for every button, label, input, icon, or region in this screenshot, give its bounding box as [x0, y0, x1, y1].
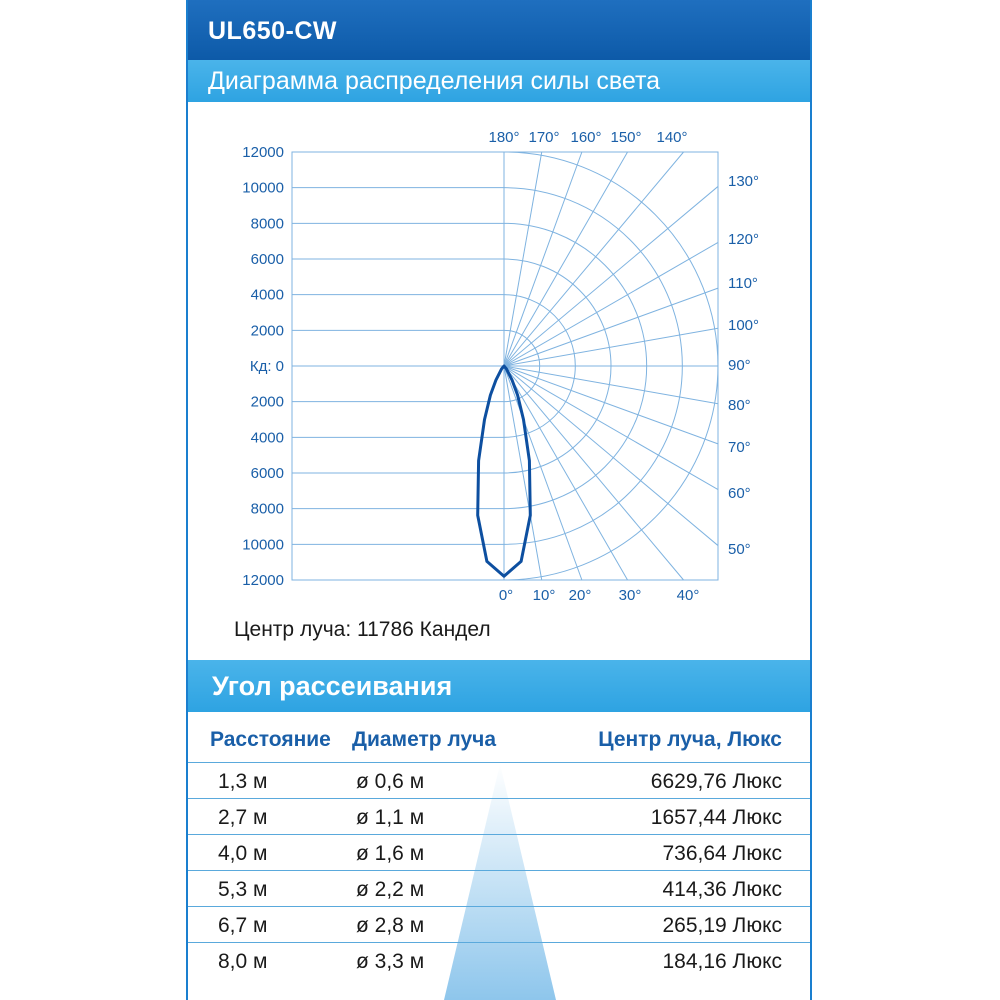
lux-cell: 736,64 Люкс [662, 842, 782, 865]
lux-cell: 1657,44 Люкс [650, 806, 782, 829]
left-axis-tick-label: 6000 [250, 465, 284, 482]
left-axis-tick-label: 2000 [250, 393, 284, 411]
left-axis-tick-label: 8000 [250, 215, 284, 233]
product-card [186, 0, 812, 1000]
header-lux: Центр луча, Люкс [598, 728, 782, 751]
table-row [188, 942, 810, 978]
table-row [188, 906, 810, 942]
header-diameter: Диаметр луча [352, 728, 497, 751]
left-axis-tick-label: 12000 [242, 572, 284, 589]
top-angle-label: 170° [528, 129, 560, 146]
left-axis-tick-label: 4000 [250, 286, 284, 304]
diameter-cell: ø 1,6 м [356, 842, 425, 865]
table-row [188, 834, 810, 870]
diameter-cell: ø 2,8 м [356, 914, 425, 937]
diameter-cell: ø 1,1 м [356, 806, 425, 829]
bottom-angle-label: 20° [568, 587, 592, 604]
right-angle-label: 90° [728, 357, 751, 374]
chart-section-title: Диаграмма распределения силы света [208, 67, 661, 95]
distance-cell: 1,3 м [218, 770, 268, 793]
diameter-cell: ø 2,2 м [356, 878, 425, 901]
left-axis-tick-label: 8000 [250, 500, 284, 518]
distance-cell: 5,3 м [218, 878, 268, 901]
distance-cell: 8,0 м [218, 950, 268, 973]
header-distance: Расстояние [210, 728, 331, 751]
beam-angle-title: Угол рассеивания [212, 671, 453, 701]
beam-angle-header [188, 660, 810, 712]
left-axis-tick-label: 2000 [250, 322, 284, 340]
lux-cell: 184,16 Люкс [662, 950, 782, 973]
beam-center-label: Центр луча: 11786 Кандел [234, 618, 491, 641]
left-axis-tick-label: 10000 [242, 536, 284, 554]
beam-table [188, 712, 810, 1000]
polar-radial-line [504, 366, 718, 546]
table-row [188, 762, 810, 798]
top-angle-label: 140° [656, 129, 688, 146]
top-angle-label: 160° [570, 129, 602, 146]
top-angle-label: 180° [488, 129, 520, 146]
lux-cell: 414,36 Люкс [662, 878, 782, 901]
right-angle-label: 130° [728, 173, 760, 190]
right-angle-label: 50° [728, 541, 751, 558]
polar-chart [188, 102, 810, 660]
table-row [188, 798, 810, 834]
left-axis-tick-label: 6000 [250, 251, 284, 268]
bottom-angle-label: 10° [532, 587, 556, 604]
polar-radial-line [504, 186, 718, 366]
right-angle-label: 120° [728, 231, 760, 248]
polar-radial-line [504, 152, 684, 366]
right-angle-label: 110° [728, 275, 758, 292]
table-row [188, 870, 810, 906]
diameter-cell: ø 3,3 м [356, 950, 425, 973]
left-axis-tick-label: Кд: 0 [249, 358, 284, 375]
right-angle-label: 60° [728, 485, 751, 502]
distance-cell: 4,0 м [218, 842, 268, 865]
distance-cell: 6,7 м [218, 914, 268, 937]
lux-cell: 6629,76 Люкс [650, 770, 782, 793]
distance-cell: 2,7 м [218, 806, 268, 829]
top-angle-label: 150° [610, 129, 642, 146]
right-angle-label: 70° [728, 439, 751, 456]
polar-chart-svg [188, 102, 810, 622]
left-axis-tick-label: 10000 [242, 179, 284, 197]
left-axis-tick-label: 12000 [242, 144, 284, 161]
bottom-angle-label: 30° [618, 587, 642, 604]
right-angle-label: 80° [728, 397, 751, 414]
model-title: UL650-CW [208, 17, 338, 45]
bottom-angle-label: 0° [498, 587, 514, 604]
diameter-cell: ø 0,6 м [356, 770, 425, 793]
chart-section-header [188, 60, 810, 102]
right-angle-label: 100° [728, 317, 760, 334]
left-axis-tick-label: 4000 [250, 429, 284, 447]
lux-cell: 265,19 Люкс [662, 914, 782, 937]
bottom-angle-label: 40° [676, 587, 700, 604]
model-header [188, 0, 810, 60]
